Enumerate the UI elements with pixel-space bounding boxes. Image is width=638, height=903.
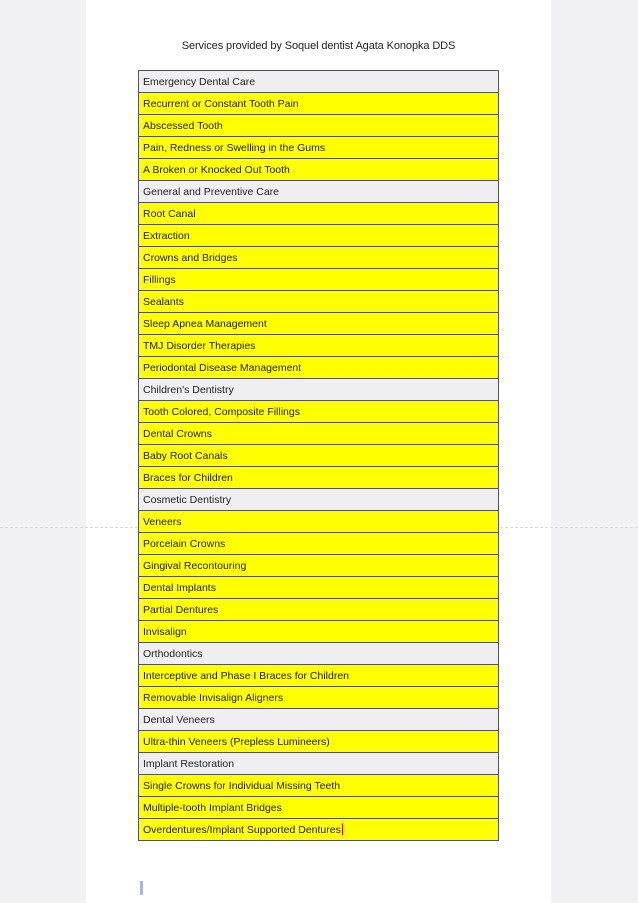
service-item-cell[interactable] [139,313,499,335]
service-item-cell[interactable] [139,225,499,247]
service-item-text: TMJ Disorder Therapies [143,339,256,352]
section-heading-cell[interactable] [139,181,499,203]
service-item-row [139,665,499,687]
service-item-cell[interactable] [139,621,499,643]
service-item-cell[interactable] [139,137,499,159]
service-item-text: Crowns and Bridges [143,251,238,264]
service-item-cell[interactable] [139,445,499,467]
edit-cursor-icon [342,823,343,835]
section-heading-row [139,489,499,511]
service-item-cell[interactable] [139,159,499,181]
service-item-cell[interactable] [139,423,499,445]
service-item-text: Dental Crowns [143,427,212,440]
service-item-text: Extraction [143,229,190,242]
service-item-cell[interactable] [139,203,499,225]
service-item-cell[interactable] [139,819,499,841]
service-item-text: Porcelain Crowns [143,537,226,550]
service-item-row [139,467,499,489]
section-heading-text: Emergency Dental Care [143,75,256,88]
service-item-row [139,115,499,137]
service-item-row [139,423,499,445]
section-heading-row [139,71,499,93]
section-heading-text: Dental Veneers [143,713,215,726]
section-heading-cell[interactable] [139,489,499,511]
service-item-cell[interactable] [139,115,499,137]
service-item-row [139,357,499,379]
service-item-text: Removable Invisalign Aligners [143,691,284,704]
service-item-text: Interceptive and Phase I Braces for Children [143,669,350,682]
service-item-row [139,511,499,533]
service-item-text: Fillings [143,273,176,286]
service-item-row [139,269,499,291]
section-heading-row [139,181,499,203]
service-item-text: Dental Implants [143,581,216,594]
service-item-text: Gingival Recontouring [143,559,247,572]
service-item-text: Multiple-tooth Implant Bridges [143,801,282,814]
service-item-text: Invisalign [143,625,187,638]
section-heading-cell[interactable] [139,709,499,731]
section-heading-cell[interactable] [139,71,499,93]
service-item-cell[interactable] [139,687,499,709]
service-item-cell[interactable] [139,797,499,819]
service-item-row [139,159,499,181]
service-item-row [139,225,499,247]
section-heading-text: Cosmetic Dentistry [143,493,232,506]
service-item-text: Braces for Children [143,471,233,484]
section-heading-cell[interactable] [139,643,499,665]
service-item-row [139,533,499,555]
service-item-cell[interactable] [139,533,499,555]
service-item-cell[interactable] [139,269,499,291]
service-item-cell[interactable] [139,357,499,379]
service-item-cell[interactable] [139,577,499,599]
service-item-row [139,335,499,357]
service-item-text: Periodontal Disease Management [143,361,302,374]
text-cursor-icon [140,881,143,895]
service-item-row [139,247,499,269]
section-heading-row [139,709,499,731]
service-item-text: Recurrent or Constant Tooth Pain [143,97,299,110]
service-item-row [139,621,499,643]
service-item-text: Ultra-thin Veneers (Prepless Lumineers) [143,735,330,748]
service-item-row [139,555,499,577]
service-item-cell[interactable] [139,665,499,687]
service-item-cell[interactable] [139,247,499,269]
service-item-row [139,797,499,819]
service-item-row [139,291,499,313]
service-item-row [139,577,499,599]
service-item-cell[interactable] [139,401,499,423]
service-item-cell[interactable] [139,335,499,357]
service-item-row [139,93,499,115]
section-heading-row [139,379,499,401]
service-item-row [139,731,499,753]
service-item-text: Sealants [143,295,184,308]
section-heading-cell[interactable] [139,379,499,401]
service-item-text: A Broken or Knocked Out Tooth [143,163,290,176]
service-item-row [139,687,499,709]
document-title: Services provided by Soquel dentist Agata Konopka DDS [181,40,456,52]
service-item-row [139,313,499,335]
service-item-text: Pain, Redness or Swelling in the Gums [143,141,326,154]
service-item-row [139,819,499,841]
service-item-text: Partial Dentures [143,603,219,616]
services-table [138,70,499,841]
service-item-row [139,401,499,423]
service-item-text: Overdentures/Implant Supported Dentures [143,823,341,836]
service-item-cell[interactable] [139,555,499,577]
section-heading-text: Orthodontics [143,647,203,660]
service-item-cell[interactable] [139,511,499,533]
service-item-text: Root Canal [143,207,196,220]
service-item-cell[interactable] [139,93,499,115]
service-item-cell[interactable] [139,775,499,797]
service-item-row [139,137,499,159]
section-heading-text: Implant Restoration [143,757,235,770]
service-item-text: Sleep Apnea Management [143,317,267,330]
service-item-row [139,599,499,621]
service-item-cell[interactable] [139,731,499,753]
service-item-row [139,775,499,797]
service-item-text: Tooth Colored, Composite Fillings [143,405,300,418]
service-item-cell[interactable] [139,599,499,621]
service-item-row [139,445,499,467]
service-item-row [139,203,499,225]
section-heading-text: General and Preventive Care [143,185,279,198]
service-item-text: Veneers [143,515,182,528]
section-heading-row [139,643,499,665]
service-item-text: Single Crowns for Individual Missing Teeth [143,779,341,792]
section-heading-row [139,753,499,775]
section-heading-cell[interactable] [139,753,499,775]
service-item-cell[interactable] [139,291,499,313]
section-heading-text: Children's Dentistry [143,383,234,396]
service-item-text: Abscessed Tooth [143,119,223,132]
service-item-cell[interactable] [139,467,499,489]
service-item-text: Baby Root Canals [143,449,228,462]
